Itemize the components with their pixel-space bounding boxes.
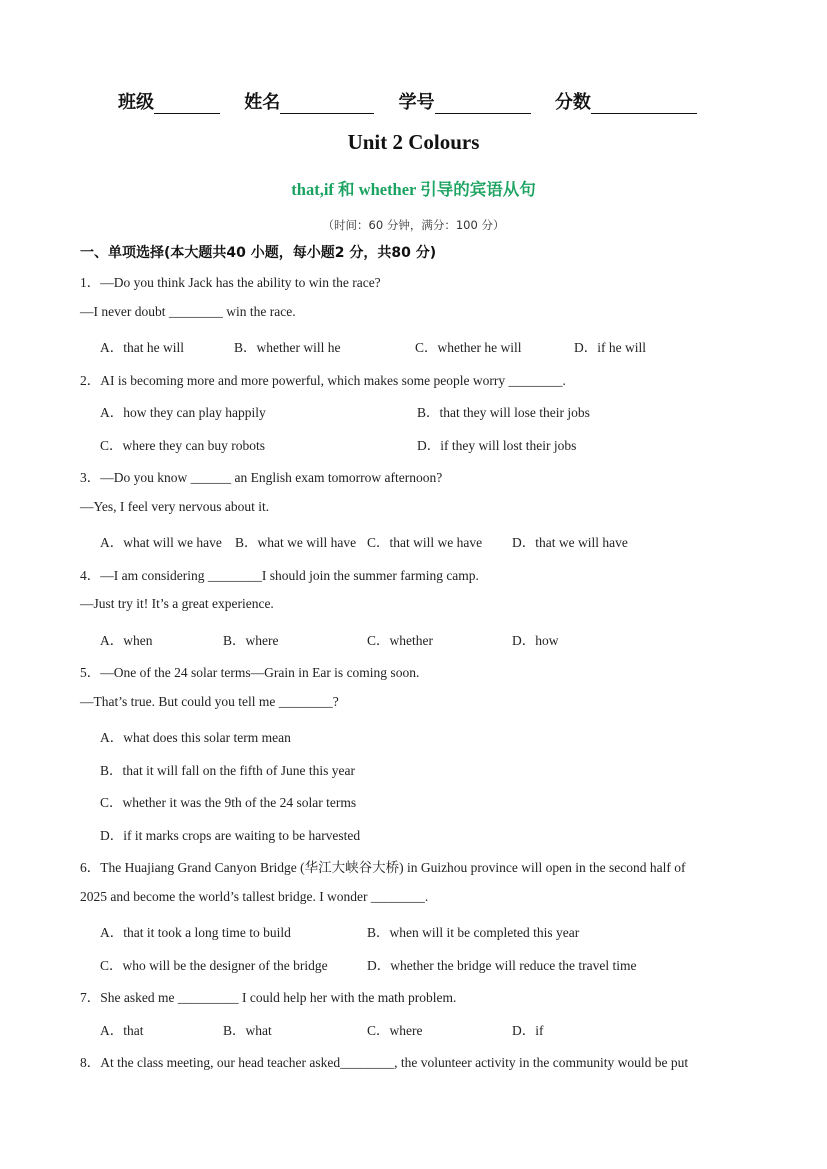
option-a[interactable]: A．that bbox=[100, 1023, 144, 1038]
name-blank[interactable] bbox=[280, 93, 374, 114]
question-stem: 4．—I am considering ________I should join the summer farming camp. bbox=[80, 568, 479, 583]
question-stem: 5．—One of the 24 solar terms—Grain in Ear is coming soon. bbox=[80, 665, 420, 680]
option-a[interactable]: A．when bbox=[100, 633, 153, 648]
question-stem: 8．At the class meeting, our head teacher asked________, the volunteer activity in the community would be put bbox=[80, 1055, 689, 1070]
option-c[interactable]: C．where bbox=[367, 1023, 423, 1038]
name-label: 姓名 bbox=[244, 92, 281, 113]
option-d[interactable]: D．if bbox=[512, 1023, 544, 1038]
question-stem: 6．The Huajiang Grand Canyon Bridge (华江大峡谷大桥) in Guizhou province will open in the second half of bbox=[80, 860, 686, 875]
question-stem-line2: —Yes, I feel very nervous about it. bbox=[80, 499, 270, 514]
score-blank[interactable] bbox=[591, 93, 697, 114]
student-id-label: 学号 bbox=[398, 92, 435, 113]
option-b[interactable]: B．that it will fall on the fifth of June this year bbox=[100, 763, 355, 778]
option-a[interactable]: A．how they can play happily bbox=[100, 405, 266, 420]
question-stem-line2: —That’s true. But could you tell me ________? bbox=[80, 694, 339, 709]
question-stem: 3．—Do you know ______ an English exam tomorrow afternoon? bbox=[80, 470, 443, 485]
option-c[interactable]: C．whether bbox=[367, 633, 433, 648]
question-stem-line2: —I never doubt ________ win the race. bbox=[80, 304, 296, 319]
option-c[interactable]: C．who will be the designer of the bridge bbox=[100, 958, 328, 973]
option-c[interactable]: C．that will we have bbox=[367, 535, 483, 550]
option-c[interactable]: C．whether it was the 9th of the 24 solar terms bbox=[100, 795, 357, 810]
option-a[interactable]: A．that he will bbox=[100, 340, 184, 355]
question-stem: 1．—Do you think Jack has the ability to win the race? bbox=[80, 275, 381, 290]
option-a[interactable]: A．that it took a long time to build bbox=[100, 925, 291, 940]
question-stem: 7．She asked me _________ I could help her with the math problem. bbox=[80, 990, 457, 1005]
option-a[interactable]: A．what will we have bbox=[100, 535, 222, 550]
option-d[interactable]: D．how bbox=[512, 633, 559, 648]
option-d[interactable]: D．if they will lost their jobs bbox=[417, 438, 577, 453]
question-stem: 2．AI is becoming more and more powerful, which makes some people worry ________. bbox=[80, 373, 566, 388]
question-stem-line2: 2025 and become the world’s tallest bridge. I wonder ________. bbox=[80, 889, 429, 904]
option-d[interactable]: D．that we will have bbox=[512, 535, 628, 550]
question-stem-line2: —Just try it! It’s a great experience. bbox=[80, 596, 274, 611]
option-a[interactable]: A．what does this solar term mean bbox=[100, 730, 291, 745]
student-info-fields bbox=[118, 88, 718, 114]
option-b[interactable]: B．where bbox=[223, 633, 279, 648]
student-id-field[interactable] bbox=[399, 88, 531, 114]
option-b[interactable]: B．when will it be completed this year bbox=[367, 925, 580, 940]
student-id-blank[interactable] bbox=[435, 93, 531, 114]
option-c[interactable]: C．whether he will bbox=[415, 340, 522, 355]
option-d[interactable]: D．if it marks crops are waiting to be harvested bbox=[100, 828, 361, 843]
section-heading: 一、单项选择(本大题共40 小题，每小题2 分，共80 分) bbox=[80, 245, 437, 261]
option-d[interactable]: D．if he will bbox=[574, 340, 646, 355]
option-b[interactable]: B．what we will have bbox=[235, 535, 357, 550]
option-b[interactable]: B．that they will lose their jobs bbox=[417, 405, 590, 420]
class-field[interactable] bbox=[118, 88, 220, 114]
option-c[interactable]: C．where they can buy robots bbox=[100, 438, 265, 453]
score-field[interactable] bbox=[555, 88, 697, 114]
option-b[interactable]: B．what bbox=[223, 1023, 272, 1038]
page-subtitle: that,if 和 whether 引导的宾语从句 bbox=[291, 180, 536, 199]
time-info: （时间：60 分钟，满分：100 分） bbox=[322, 218, 505, 232]
option-d[interactable]: D．whether the bridge will reduce the travel time bbox=[367, 958, 637, 973]
page-title: Unit 2 Colours bbox=[347, 130, 480, 154]
class-label: 班级 bbox=[118, 92, 154, 113]
score-label: 分数 bbox=[554, 92, 591, 113]
option-b[interactable]: B．whether will he bbox=[234, 340, 341, 355]
class-blank[interactable] bbox=[154, 93, 220, 114]
name-field[interactable] bbox=[244, 88, 374, 114]
